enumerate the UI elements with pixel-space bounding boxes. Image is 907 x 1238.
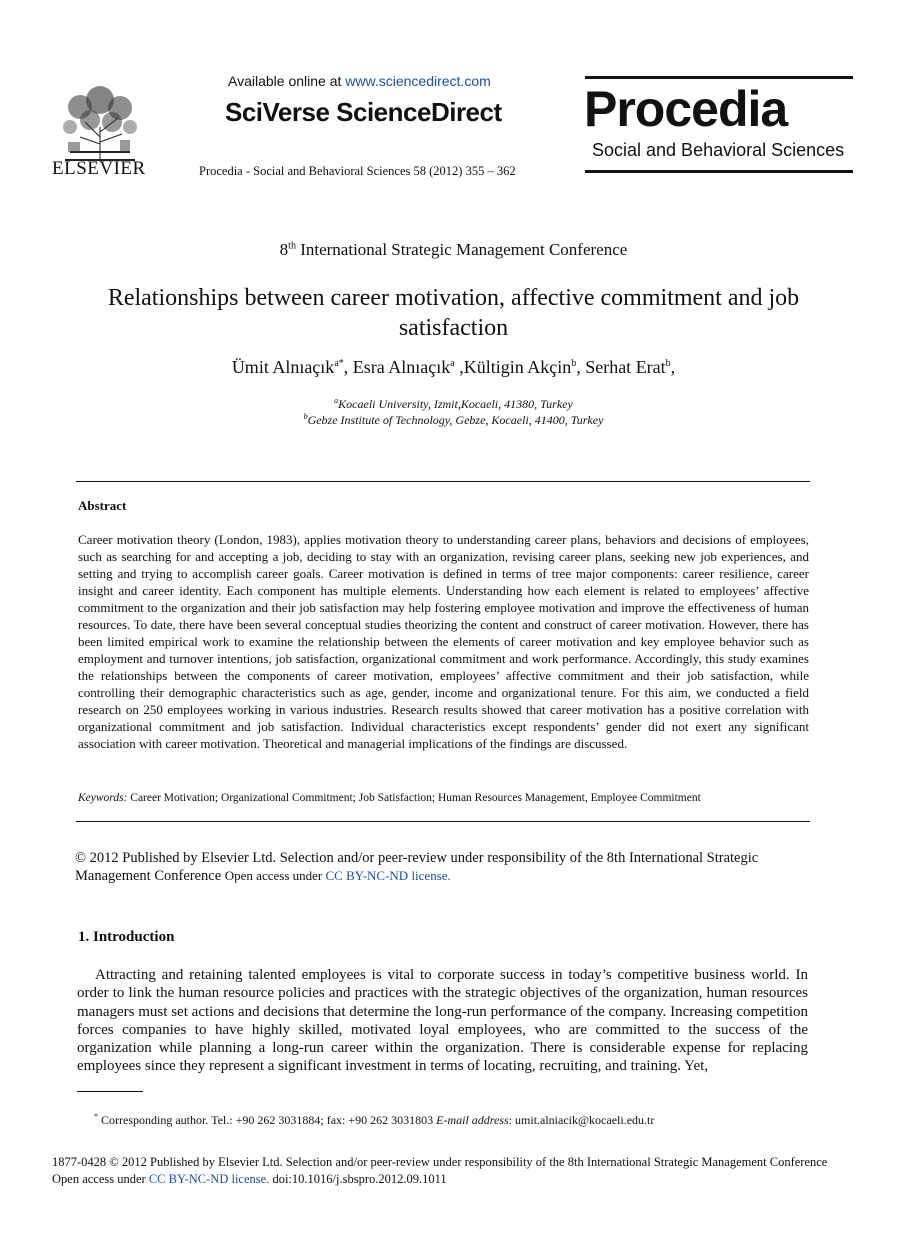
elsevier-wordmark: ELSEVIER [52, 158, 146, 179]
brand-subtitle: Social and Behavioral Sciences [592, 140, 845, 160]
conference-ordinal: 8 [279, 240, 289, 259]
author-name: Esra Alnıaçık [352, 357, 451, 377]
author-name: Kültigin Akçin [463, 357, 572, 377]
section-heading-introduction: 1. Introduction [78, 929, 175, 945]
affiliation-text: Kocaeli University, Izmit,Kocaeli, 41380, Turkey [338, 397, 573, 411]
keywords-label: Keywords: [78, 792, 128, 804]
paper-title: Relationships between career motivation, affective commitment and job satisfaction [107, 285, 800, 341]
introduction-body: Attracting and retaining talented employees is vital to corporate success in today’s competitive business world. In order to link the human resource policies and practices with the strategic objectives of the organization, human resources managers must set actions and decisions that determine the long-run performance of the company. Increasing competition forces companies to have highly skilled, motivated loyal employees, who are committed to the success of the organization while planning a long-run career within the organization. There is considerable expense for replacing employees since they represent a significant investment in terms of locating, recruiting, and training. Yet, [77, 967, 808, 1075]
author-name: Ümit Alnıaçık [231, 357, 335, 377]
bottom-open-access-prefix: Open access under [52, 1172, 149, 1186]
brand-rule-top [585, 76, 853, 79]
conference-name [0, 240, 907, 260]
conference-title: International Strategic Management Conference [295, 240, 628, 259]
corresponding-author-footnote [94, 1112, 654, 1128]
bottom-license-link[interactable]: CC BY-NC-ND license. [148, 1172, 270, 1186]
doi-line [52, 1172, 447, 1187]
affiliation [0, 396, 907, 412]
footnote-marker: * [94, 1112, 98, 1121]
conference-ordinal-suffix: th [288, 240, 296, 252]
doi: doi:10.1016/j.sbspro.2012.09.1011 [269, 1172, 447, 1186]
open-access-prefix: Open access under [224, 868, 326, 883]
available-online [228, 73, 491, 89]
issn-copyright-line: 1877-0428 © 2012 Published by Elsevier Ltd. Selection and/or peer-review under responsibility of the 8th International Strategic Management Conference [52, 1155, 828, 1169]
abstract-top-rule [76, 481, 810, 482]
available-prefix: Available online at [228, 73, 346, 89]
license-link[interactable]: CC BY-NC-ND license. [325, 868, 451, 883]
author-sup: b [571, 358, 577, 369]
author-sep: , [576, 357, 586, 377]
copyright-notice [75, 849, 775, 885]
sciencedirect-link[interactable]: www.sciencedirect.com [345, 73, 491, 89]
abstract-bottom-rule [76, 821, 810, 822]
author-sep: , [343, 357, 353, 377]
affiliation-sup: a [334, 396, 339, 405]
keywords [78, 792, 809, 804]
brand-title: Procedia [584, 81, 788, 137]
platform-name: SciVerse ScienceDirect [225, 97, 502, 127]
footnote-email-label: E-mail address [436, 1113, 509, 1127]
footnote-email: : umit.alniacik@kocaeli.edu.tr [508, 1113, 655, 1127]
author-sup: a [450, 358, 455, 369]
author-name: Serhat Erat [585, 357, 666, 377]
affiliation-sup: b [303, 412, 308, 421]
author-sep: , [454, 357, 464, 377]
author-sup: a* [334, 358, 344, 369]
journal-reference: Procedia - Social and Behavioral Sciences 58 (2012) 355 – 362 [199, 164, 516, 178]
affiliation [0, 412, 907, 428]
abstract-body: Career motivation theory (London, 1983), applies motivation theory to understanding career plans, behaviors and decisions of employees, such as searching for and accepting a job, deciding to stay with an organization, revising career plans, seeking new job experiences, and setting and trying to accomplish career goals. Career motivation is defined in terms of tree major components: career resilience, career insight and career identity. Each component has multiple elements. Understanding how each element is related to employees’ affective commitment to the organization and their job satisfaction may help fostering employee motivation and improve the effectiveness of human resources. To date, there have been several conceptual studies theorizing the content and construct of career motivation. However, there has been limited empirical work to examine the relationship between the elements of career motivation and key employee behavior such as employment and turnover intentions, job satisfaction, organizational commitment and work performance. Accordingly, this study examines the relationships between the components of career motivation, employees’ affective commitment and their job satisfaction, while controlling their demographic characteristics such as age, gender, income and organizational tenure. For this aim, we conducted a field research on 250 employees working in various industries. Research results showed that career motivation has a positive correlation with organizational commitment and job satisfaction. Individual characteristics except respondents’ gender did not exert any significant association with career motivation. Theoretical and managerial implications of the findings are discussed. [78, 532, 809, 751]
author-list [0, 357, 907, 378]
keywords-text: Career Motivation; Organizational Commitment; Job Satisfaction; Human Resources Management, Employee Commitment [127, 792, 701, 804]
affiliation-text: Gebze Institute of Technology, Gebze, Kocaeli, 41400, Turkey [307, 413, 604, 427]
abstract-heading: Abstract [78, 498, 127, 513]
author-sep: , [670, 357, 676, 377]
brand-rule-bottom [585, 170, 853, 173]
footnote-rule [77, 1091, 143, 1092]
author-sup: b [665, 358, 671, 369]
copyright-text: © 2012 Published by Elsevier Ltd. Selection and/or peer-review under responsibility of the 8th International Strategic Management Conference [75, 850, 759, 884]
footnote-text: Corresponding author. Tel.: +90 262 3031884; fax: +90 262 3031803 [98, 1113, 437, 1127]
